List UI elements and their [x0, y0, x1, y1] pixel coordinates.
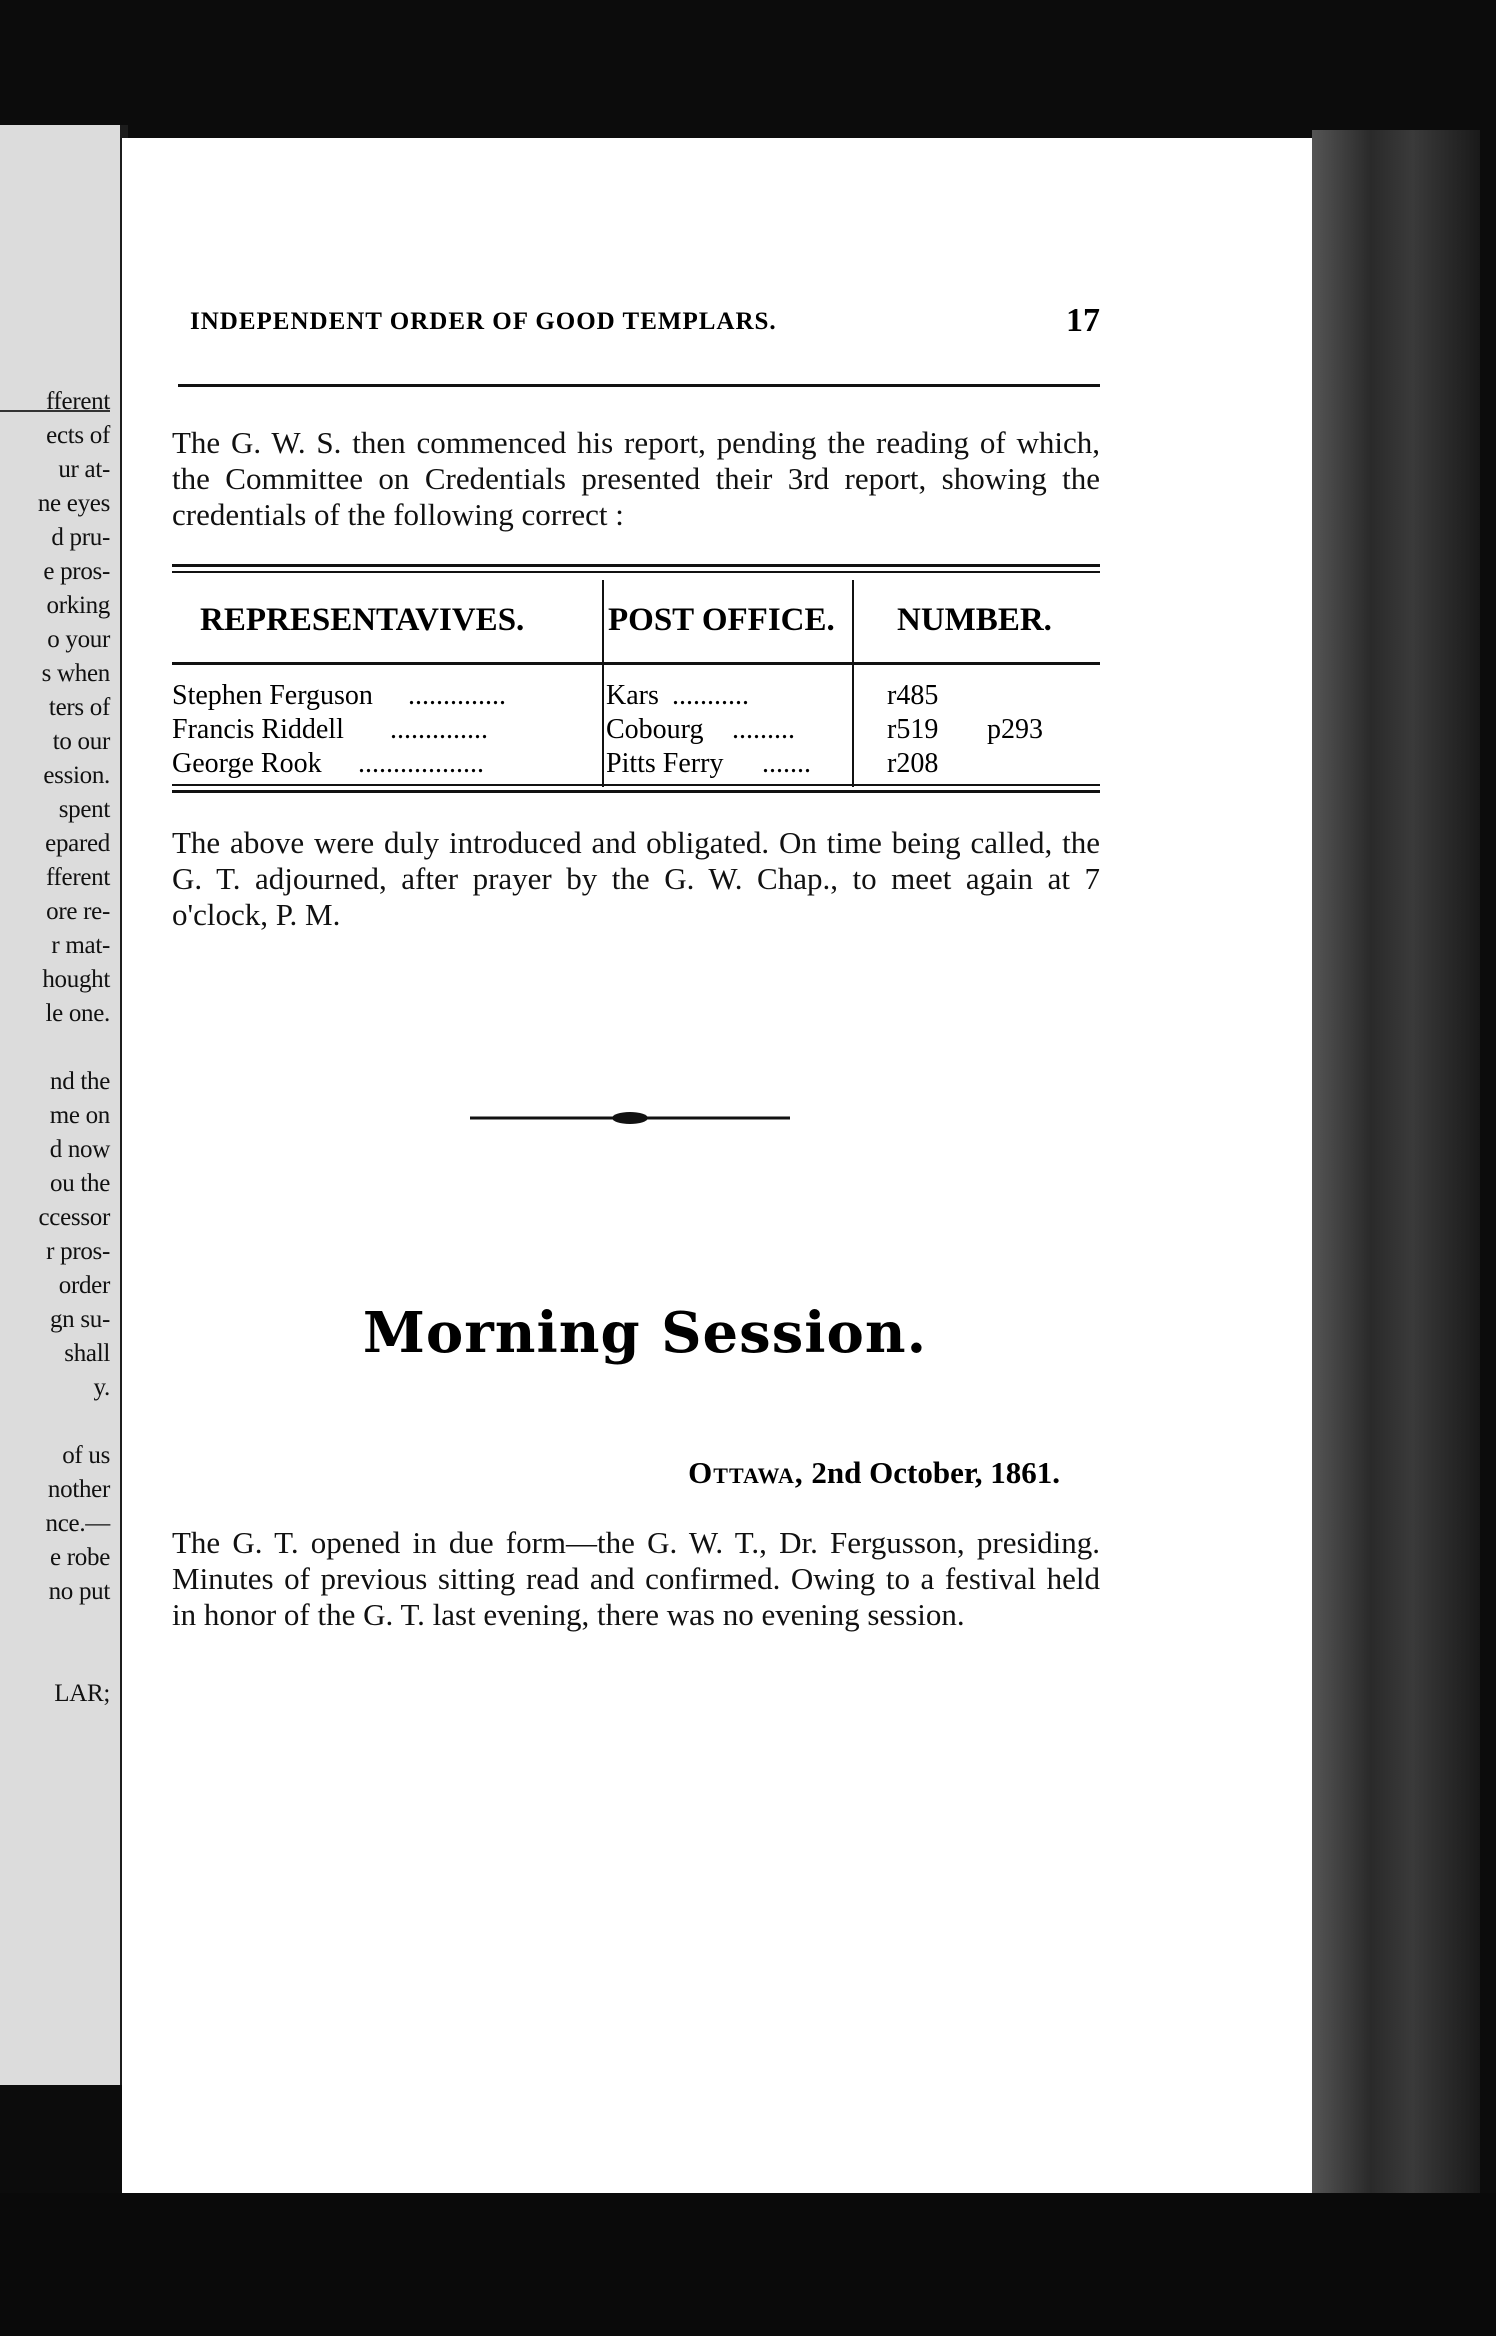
facing-page-line: ore re-	[46, 898, 110, 925]
cell-post-office: Kars	[606, 680, 659, 711]
cell-number: r485	[887, 680, 939, 711]
cell-number: r519	[887, 714, 939, 745]
facing-page-line: ou the	[50, 1170, 110, 1197]
table-bottom-rule	[172, 784, 1100, 786]
facing-page-line: to our	[52, 728, 110, 755]
page-number: 17	[1066, 302, 1100, 339]
facing-page-line: e robe	[50, 1544, 110, 1571]
facing-page-line: d pru-	[51, 524, 110, 551]
table-row	[172, 714, 1100, 748]
facing-page-line: ne eyes	[37, 490, 110, 517]
running-header	[190, 302, 1100, 339]
facing-page-line: o your	[47, 626, 110, 653]
facing-page-line: ession.	[43, 762, 110, 789]
facing-page-line: no put	[48, 1578, 110, 1605]
facing-page-line: ccessor	[38, 1204, 110, 1231]
facing-page-line: hought	[42, 966, 110, 993]
dateline-date: 2nd October, 1861.	[803, 1455, 1060, 1490]
facing-page-line: ters of	[48, 694, 110, 721]
running-title: INDEPENDENT ORDER OF GOOD TEMPLARS.	[190, 308, 777, 335]
facing-page-line: r mat-	[51, 932, 110, 959]
facing-page-line: e pros-	[43, 558, 110, 585]
session-title: Morning Session.	[362, 1300, 928, 1366]
facing-page-line: nce.—	[45, 1510, 110, 1537]
cell-name: George Rook	[172, 748, 322, 779]
credentials-table	[172, 560, 1100, 792]
facing-page-line: nother	[47, 1476, 110, 1503]
dot-leader: ...........	[672, 680, 749, 711]
dot-leader: .........	[732, 714, 795, 745]
table-header-rule	[172, 662, 1100, 665]
adjournment-paragraph: The above were duly introduced and obligated. On time being called, the G. T. adjourned, after prayer by the G. W. Chap., to meet again at 7 o'clock, P. M.	[172, 825, 1100, 932]
dateline	[640, 1455, 1060, 1491]
facing-page-line: shall	[64, 1340, 110, 1367]
cell-name: Stephen Ferguson	[172, 680, 373, 711]
session-paragraph: The G. T. opened in due form—the G. W. T., Dr. Fergusson, presiding. Minutes of previous sitting read and confirmed. Owing to a festival held in honor of the G. T. last evening, there was no evening session.	[172, 1525, 1100, 1632]
table-row	[172, 748, 1100, 782]
table-row	[172, 680, 1100, 714]
facing-page-line: y.	[93, 1374, 110, 1401]
facing-page-line: of us	[62, 1442, 110, 1469]
dateline-place: Ottawa,	[688, 1455, 804, 1490]
cell-name: Francis Riddell	[172, 714, 344, 745]
facing-page-line: fferent	[45, 864, 110, 891]
facing-page-line: d now	[49, 1136, 110, 1163]
facing-page-line: s when	[41, 660, 110, 687]
facing-page-line: epared	[45, 830, 110, 857]
facing-page-line	[0, 1609, 110, 1643]
header-rule	[178, 384, 1100, 387]
facing-page-line: le one.	[45, 1000, 110, 1027]
header-representatives: REPRESENTAVIVES.	[200, 602, 525, 638]
facing-page-line: ects of	[46, 422, 110, 449]
facing-page-line: orking	[46, 592, 110, 619]
header-number: NUMBER.	[897, 602, 1052, 638]
facing-page-line: me on	[49, 1102, 110, 1129]
facing-page-text	[0, 385, 110, 1711]
table-bottom-rule-2	[172, 790, 1100, 793]
table-top-rule-2	[172, 571, 1100, 573]
facing-page-line	[0, 1405, 110, 1439]
facing-page-line: order	[58, 1272, 110, 1299]
facing-page-line: gn su-	[49, 1306, 110, 1333]
book-edge	[1312, 130, 1480, 2220]
dot-leader: ..................	[358, 748, 484, 779]
dot-leader: ..............	[408, 680, 506, 711]
facing-page-line: spent	[58, 796, 110, 823]
header-post-office: POST OFFICE.	[608, 602, 835, 638]
facing-page-line: ur at-	[58, 456, 110, 483]
facing-page-line: r pros-	[46, 1238, 110, 1265]
cell-post-office: Pitts Ferry	[606, 748, 724, 779]
dot-leader: .......	[762, 748, 811, 779]
scan-border	[0, 2193, 1496, 2336]
facing-page-line: fferent	[45, 388, 110, 415]
dot-leader: ..............	[390, 714, 488, 745]
section-divider-ornament	[470, 1108, 790, 1128]
facing-page-line	[0, 1643, 110, 1677]
cell-extra: p293	[987, 714, 1043, 745]
facing-page-line: LAR;	[54, 1680, 110, 1707]
intro-paragraph: The G. W. S. then commenced his report, pending the reading of which, the Committee on Credentials presented their 3rd report, showing the credentials of the following correct :	[172, 425, 1100, 532]
facing-page-line: nd the	[50, 1068, 110, 1095]
table-top-rule	[172, 564, 1100, 567]
facing-page-line	[0, 1031, 110, 1065]
cell-post-office: Cobourg	[606, 714, 704, 745]
cell-number: r208	[887, 748, 939, 779]
